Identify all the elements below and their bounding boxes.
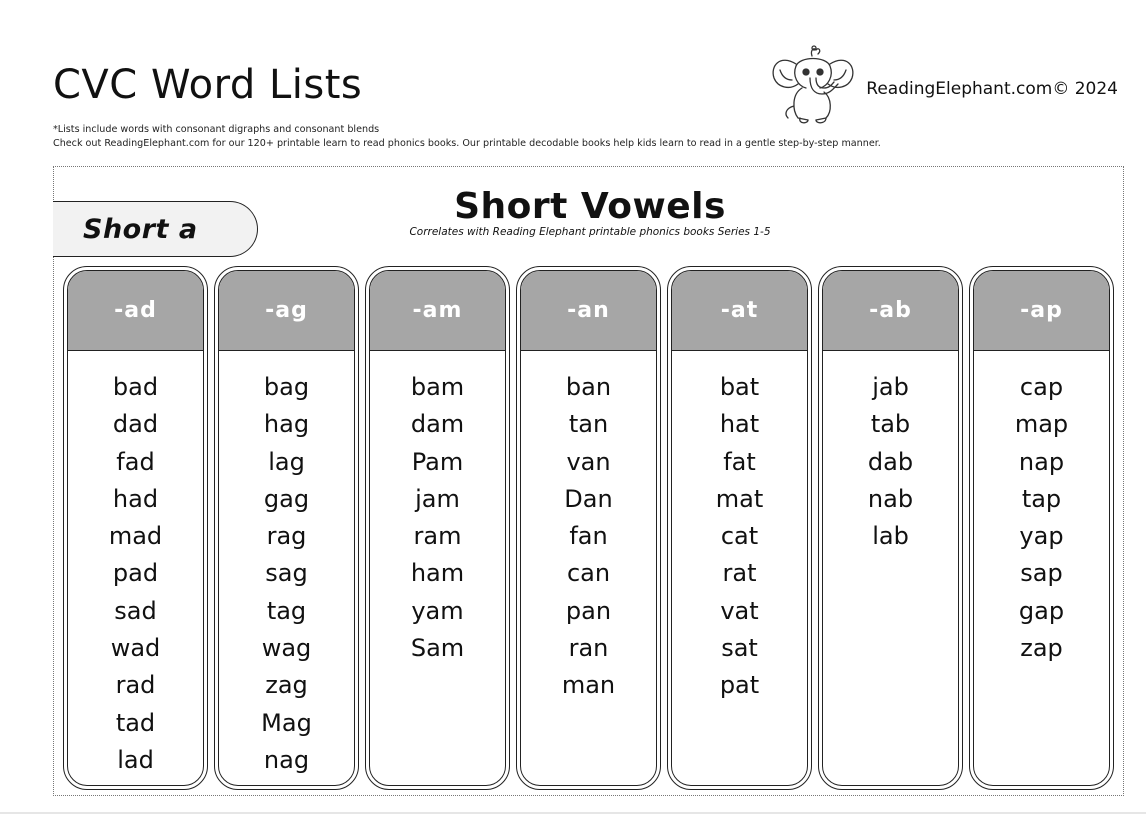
column-header: -ab xyxy=(823,271,958,351)
word: bag xyxy=(263,373,310,401)
word: Dan xyxy=(564,484,613,513)
word: nab xyxy=(867,484,914,513)
word: rag xyxy=(266,522,307,551)
word-column-at xyxy=(667,266,812,790)
word: tag xyxy=(266,596,307,625)
word: wad xyxy=(110,634,161,663)
word: ram xyxy=(413,522,462,551)
word: hag xyxy=(263,410,310,439)
word: tad xyxy=(115,708,156,737)
word: map xyxy=(1014,410,1069,439)
word-column-ap xyxy=(969,266,1114,790)
word-list xyxy=(823,351,958,555)
word: sag xyxy=(265,559,308,588)
word: fat xyxy=(723,447,756,476)
word-column-ad xyxy=(63,266,208,790)
word: tab xyxy=(870,410,911,439)
word-column-an xyxy=(516,266,661,790)
column-header: -ag xyxy=(219,271,354,351)
brand xyxy=(768,44,1118,126)
word: hat xyxy=(719,410,760,439)
word: had xyxy=(112,484,159,513)
word: gap xyxy=(1018,596,1065,625)
word-column-ab xyxy=(818,266,963,790)
word-list xyxy=(974,351,1109,667)
word: pad xyxy=(112,559,159,588)
word-list xyxy=(521,351,656,705)
word: cap xyxy=(1019,373,1064,401)
word: sat xyxy=(721,634,758,663)
word: jam xyxy=(415,484,460,513)
word: lab xyxy=(872,522,909,551)
page-title: CVC Word Lists xyxy=(53,62,363,108)
note-line: Check out ReadingElephant.com for our 120+ printable learn to read phonics books. Our printable decodable books help kids learn to read in a gentle step-by-step manner. xyxy=(53,138,881,149)
word: Mag xyxy=(261,708,312,737)
section-title: Short Vowels xyxy=(454,186,726,227)
word: dab xyxy=(867,447,914,476)
word: yap xyxy=(1019,522,1064,551)
word: pan xyxy=(565,596,612,625)
word: bad xyxy=(112,373,159,401)
elephant-icon xyxy=(768,44,860,126)
word: man xyxy=(561,671,616,700)
word: sad xyxy=(114,596,157,625)
word: cat xyxy=(720,522,759,551)
word-list xyxy=(68,351,203,779)
column-header: -ap xyxy=(974,271,1109,351)
word-list xyxy=(672,351,807,705)
word: van xyxy=(566,447,611,476)
word: dad xyxy=(112,410,159,439)
word: Pam xyxy=(411,447,464,476)
word: nap xyxy=(1018,447,1065,476)
word: pat xyxy=(719,671,760,700)
word: rad xyxy=(115,671,156,700)
word: tap xyxy=(1021,484,1062,513)
brand-text[interactable]: ReadingElephant.com© 2024 xyxy=(866,79,1118,99)
word: fan xyxy=(569,522,608,551)
word: rat xyxy=(722,559,757,588)
section-heading xyxy=(370,184,810,238)
word-column-am xyxy=(365,266,510,790)
word: mad xyxy=(108,522,163,551)
column-header: -am xyxy=(370,271,505,351)
word: ham xyxy=(410,559,465,588)
word-list xyxy=(370,351,505,667)
word: sap xyxy=(1020,559,1063,588)
word: gag xyxy=(263,484,310,513)
word: ban xyxy=(565,373,612,401)
word: can xyxy=(566,559,611,588)
word: mat xyxy=(715,484,764,513)
column-header: -an xyxy=(521,271,656,351)
word: tan xyxy=(568,410,609,439)
word: bat xyxy=(719,373,760,401)
bottom-divider xyxy=(0,812,1146,814)
word: lag xyxy=(268,447,305,476)
word: bam xyxy=(410,373,465,401)
section-label: Short a xyxy=(83,213,198,245)
word: nag xyxy=(263,745,310,774)
section-label-pill xyxy=(53,201,258,257)
word: yam xyxy=(411,596,464,625)
word: lad xyxy=(117,745,154,774)
word: zap xyxy=(1020,634,1063,663)
word: wag xyxy=(261,634,312,663)
word: fad xyxy=(116,447,155,476)
column-header: -ad xyxy=(68,271,203,351)
word: jab xyxy=(872,373,909,401)
word: dam xyxy=(410,410,465,439)
word: vat xyxy=(720,596,759,625)
section-subtitle: Correlates with Reading Elephant printable phonics books Series 1-5 xyxy=(409,226,771,238)
word: Sam xyxy=(410,634,465,663)
word: ran xyxy=(568,634,609,663)
note-line: *Lists include words with consonant digraphs and consonant blends xyxy=(53,124,380,135)
column-header: -at xyxy=(672,271,807,351)
word: zag xyxy=(265,671,308,700)
notes xyxy=(53,123,881,151)
word-column-ag xyxy=(214,266,359,790)
word-list xyxy=(219,351,354,779)
